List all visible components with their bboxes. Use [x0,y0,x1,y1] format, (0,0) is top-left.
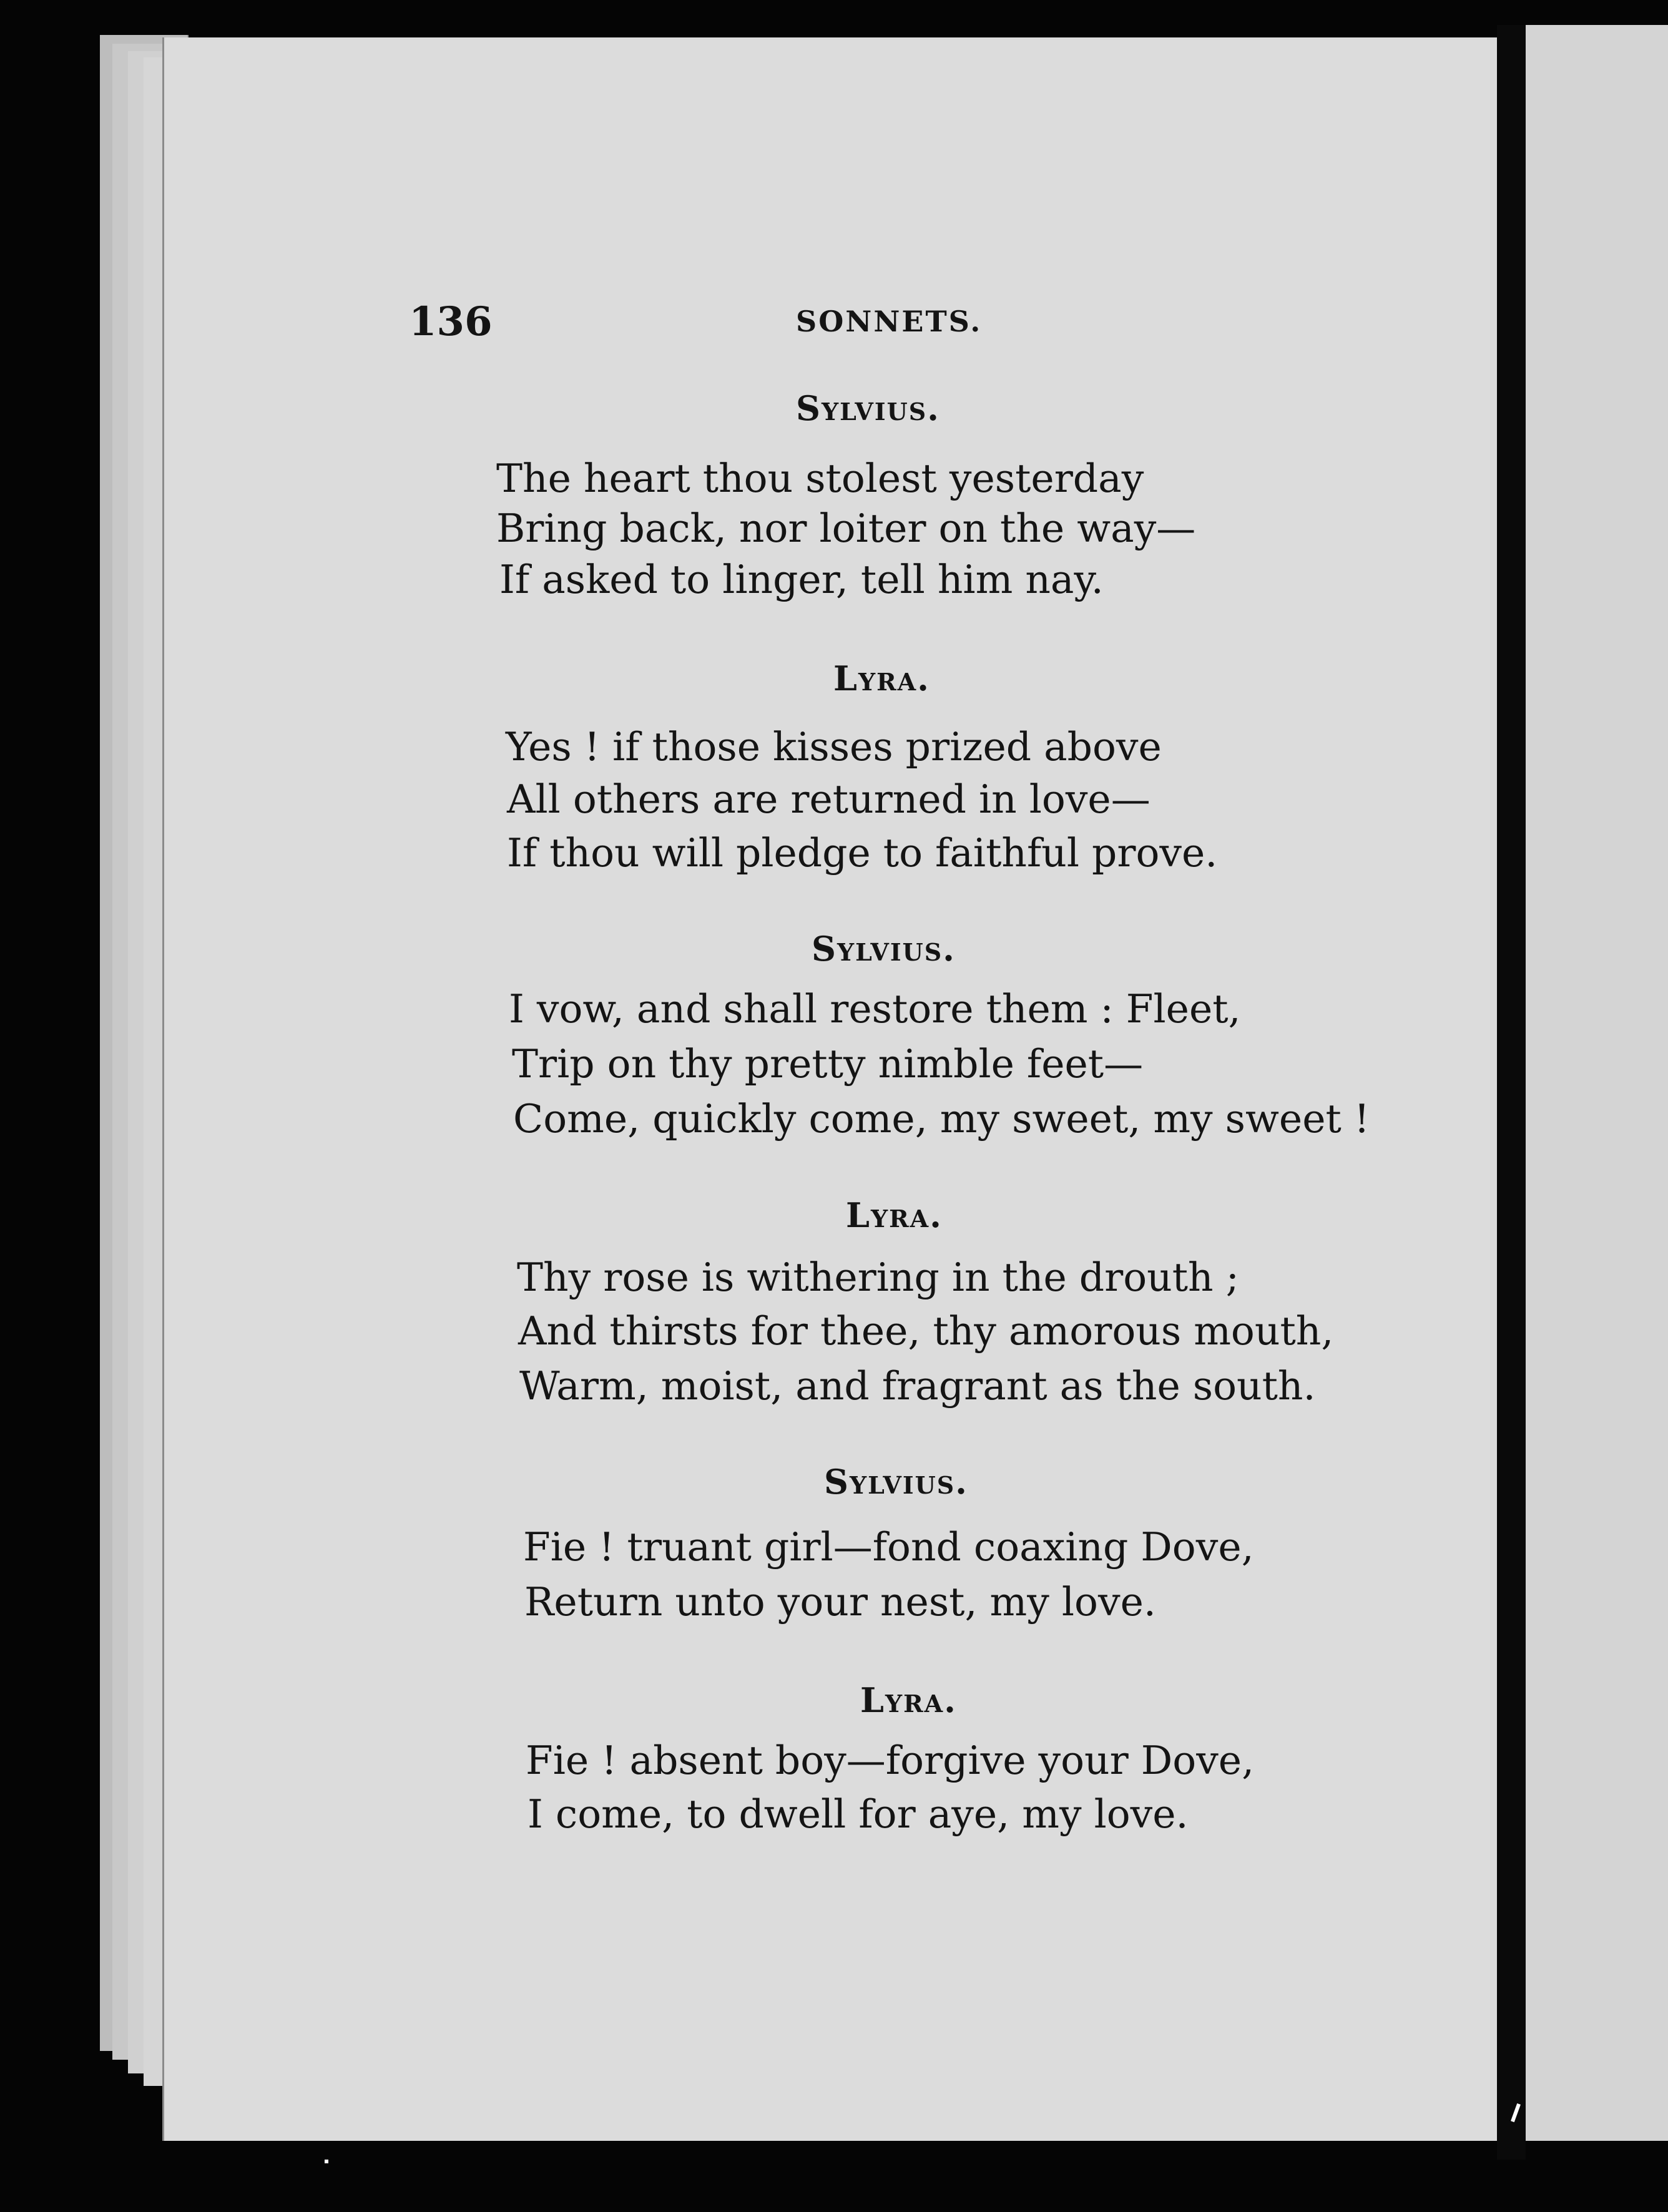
scan-speck [325,2160,328,2163]
speaker-heading: Sylvius. [824,1462,968,1502]
speaker-heading: Lyra. [846,1195,943,1235]
verse-line: Yes ! if those kisses prized above [506,724,1162,770]
verse-line: I come, to dwell for aye, my love. [527,1791,1189,1837]
verse-line: Fie ! absent boy—forgive your Dove, [526,1738,1255,1783]
verse-line: The heart thou stolest yesterday [496,456,1144,501]
page-number: 136 [409,298,493,345]
verse-line: Trip on thy pretty nimble feet— [512,1041,1144,1087]
verse-line: I vow, and shall restore them : Fleet, [509,986,1241,1032]
speaker-heading: Lyra. [833,658,930,698]
verse-line: Thy rose is withering in the drouth ; [517,1255,1239,1300]
verse-line: Fie ! truant girl—fond coaxing Dove, [523,1524,1254,1570]
verse-line: Return unto your nest, my love. [524,1579,1156,1625]
verse-line: If asked to linger, tell him nay. [499,557,1104,602]
speaker-heading: Sylvius. [796,388,940,428]
verse-line: Come, quickly come, my sweet, my sweet ! [513,1096,1370,1142]
verse-line: All others are returned in love— [507,776,1150,822]
scan-speck [1511,2103,1521,2122]
speaker-heading: Lyra. [860,1680,957,1720]
verse-line: Bring back, nor loiter on the way— [496,506,1196,551]
verse-line: Warm, moist, and fragrant as the south. [519,1363,1316,1409]
verse-line: If thou will pledge to faithful prove. [507,830,1218,876]
speaker-heading: Sylvius. [812,929,956,969]
verse-line: And thirsts for thee, thy amorous mouth, [518,1308,1334,1354]
running-title: SONNETS. [796,305,983,338]
